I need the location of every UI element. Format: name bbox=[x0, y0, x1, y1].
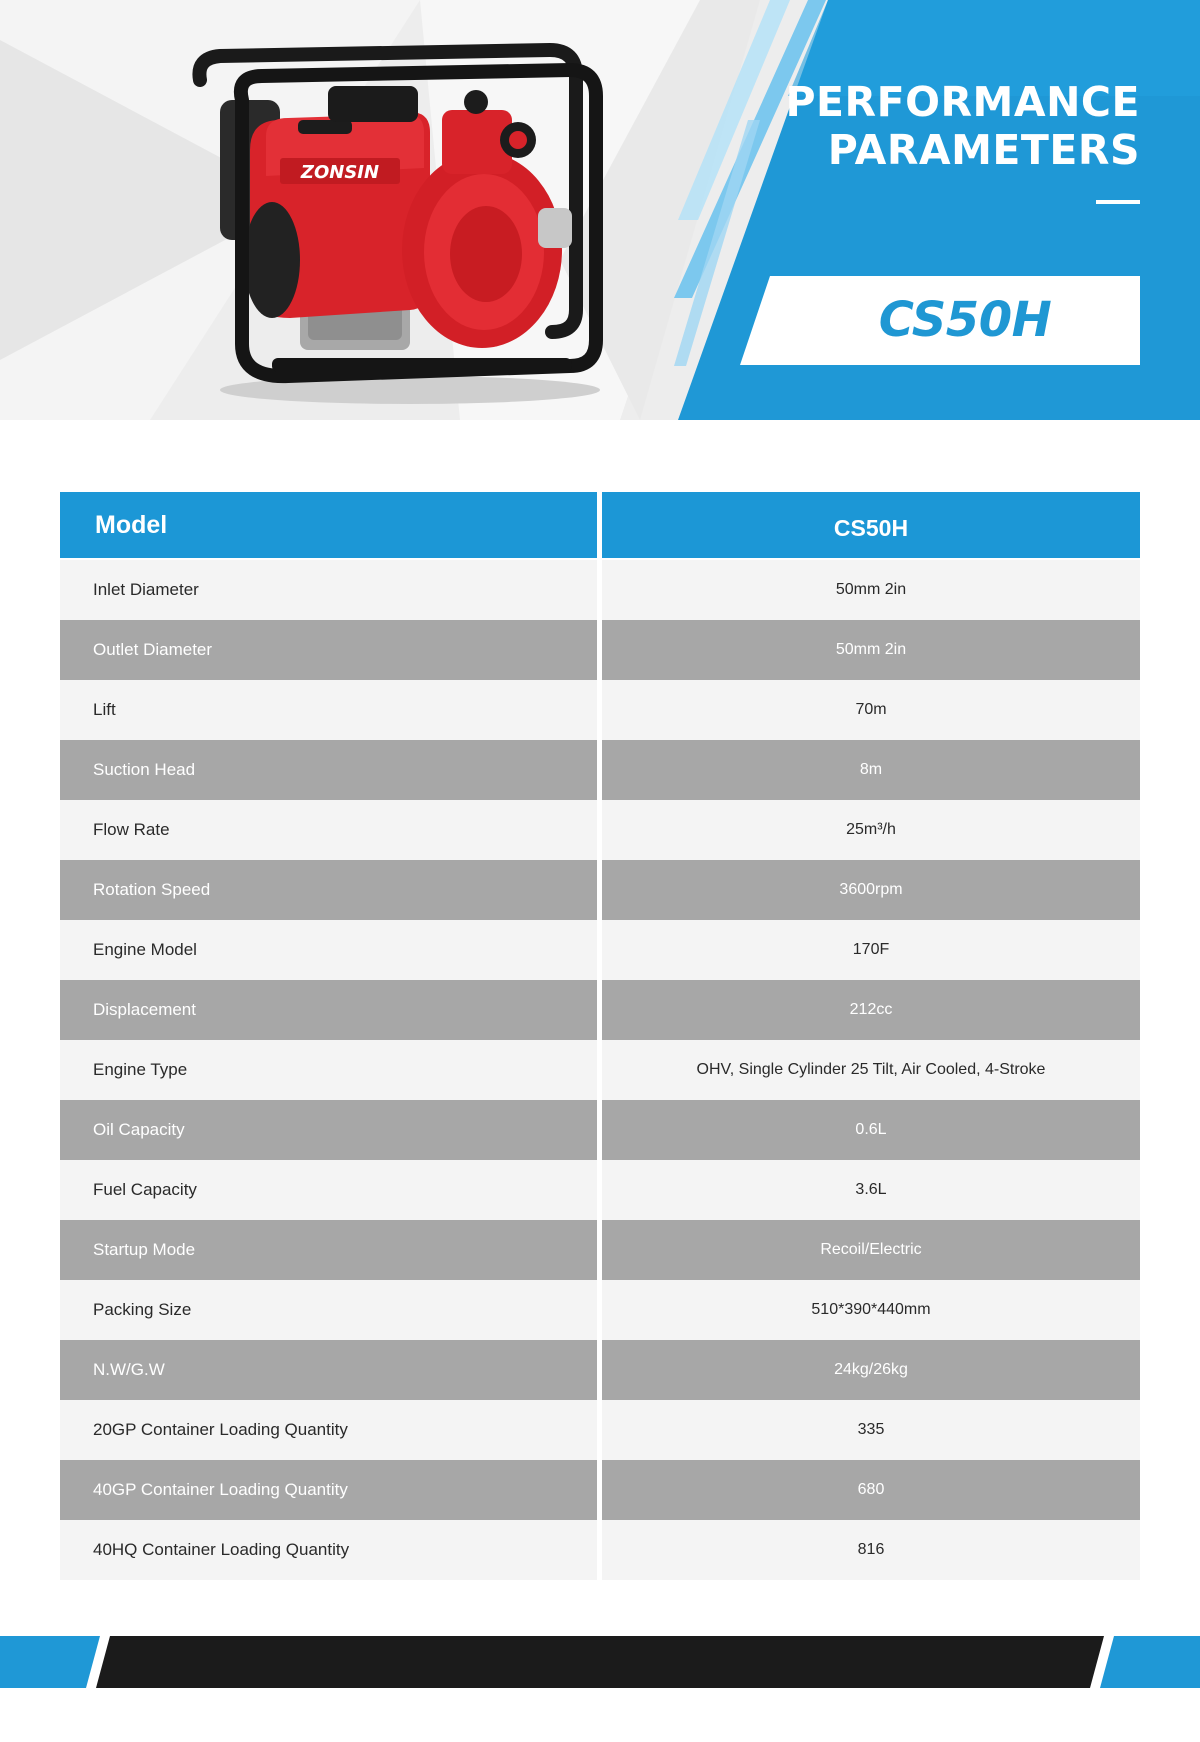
spec-label: 40GP Container Loading Quantity bbox=[60, 1460, 597, 1520]
spec-label: Fuel Capacity bbox=[60, 1160, 597, 1220]
spec-value: 50mm 2in bbox=[602, 620, 1140, 680]
table-row bbox=[60, 680, 1140, 740]
spec-label: Engine Type bbox=[60, 1040, 597, 1100]
spec-value: 212cc bbox=[602, 980, 1140, 1040]
spec-label: 40HQ Container Loading Quantity bbox=[60, 1520, 597, 1580]
spec-table bbox=[60, 492, 1140, 1580]
spec-value: 816 bbox=[602, 1520, 1140, 1580]
spec-value: 8m bbox=[602, 740, 1140, 800]
table-row bbox=[60, 1220, 1140, 1280]
spec-value: 50mm 2in bbox=[602, 560, 1140, 620]
spec-value: 510*390*440mm bbox=[602, 1280, 1140, 1340]
spec-value: 0.6L bbox=[602, 1100, 1140, 1160]
spec-value: 24kg/26kg bbox=[602, 1340, 1140, 1400]
table-row bbox=[60, 620, 1140, 680]
table-row bbox=[60, 1520, 1140, 1580]
spec-value: 3.6L bbox=[602, 1160, 1140, 1220]
table-row bbox=[60, 980, 1140, 1040]
table-row bbox=[60, 740, 1140, 800]
spec-label: Inlet Diameter bbox=[60, 560, 597, 620]
table-row bbox=[60, 1040, 1140, 1100]
page-title bbox=[720, 78, 1140, 174]
water-pump-product-image bbox=[180, 40, 620, 420]
spec-value: 335 bbox=[602, 1400, 1140, 1460]
spec-label: Outlet Diameter bbox=[60, 620, 597, 680]
page-title-line-2: PARAMETERS bbox=[827, 126, 1140, 174]
spec-header-value: CS50H bbox=[602, 492, 1140, 558]
spec-label: Engine Model bbox=[60, 920, 597, 980]
table-row bbox=[60, 920, 1140, 980]
table-row bbox=[60, 1460, 1140, 1520]
model-badge-text: CS50H bbox=[878, 292, 1052, 348]
table-row bbox=[60, 860, 1140, 920]
page-title-line-1: PERFORMANCE bbox=[785, 78, 1140, 126]
spec-label: Packing Size bbox=[60, 1280, 597, 1340]
table-row bbox=[60, 1100, 1140, 1160]
spec-table-header bbox=[60, 492, 1140, 558]
table-row bbox=[60, 1160, 1140, 1220]
title-underline bbox=[1096, 200, 1140, 204]
footer-band bbox=[0, 1636, 1200, 1688]
spec-label: Rotation Speed bbox=[60, 860, 597, 920]
spec-label: Oil Capacity bbox=[60, 1100, 597, 1160]
spec-label: Startup Mode bbox=[60, 1220, 597, 1280]
spec-header-label: Model bbox=[60, 492, 597, 558]
spec-label: Lift bbox=[60, 680, 597, 740]
spec-value: 70m bbox=[602, 680, 1140, 740]
spec-value: 3600rpm bbox=[602, 860, 1140, 920]
header-banner bbox=[0, 0, 1200, 420]
spec-label: 20GP Container Loading Quantity bbox=[60, 1400, 597, 1460]
spec-label: N.W/G.W bbox=[60, 1340, 597, 1400]
pump-brand-text: ZONSIN bbox=[300, 162, 380, 183]
table-row bbox=[60, 1280, 1140, 1340]
table-row bbox=[60, 560, 1140, 620]
table-row bbox=[60, 1340, 1140, 1400]
spec-value: 170F bbox=[602, 920, 1140, 980]
spec-value: Recoil/Electric bbox=[602, 1220, 1140, 1280]
table-row bbox=[60, 1400, 1140, 1460]
spec-value: 680 bbox=[602, 1460, 1140, 1520]
spec-value: 25m³/h bbox=[602, 800, 1140, 860]
model-badge bbox=[740, 276, 1140, 365]
table-row bbox=[60, 800, 1140, 860]
spec-label: Suction Head bbox=[60, 740, 597, 800]
spec-label: Displacement bbox=[60, 980, 597, 1040]
spec-value: OHV, Single Cylinder 25 Tilt, Air Cooled, 4-Stroke bbox=[602, 1040, 1140, 1100]
spec-label: Flow Rate bbox=[60, 800, 597, 860]
